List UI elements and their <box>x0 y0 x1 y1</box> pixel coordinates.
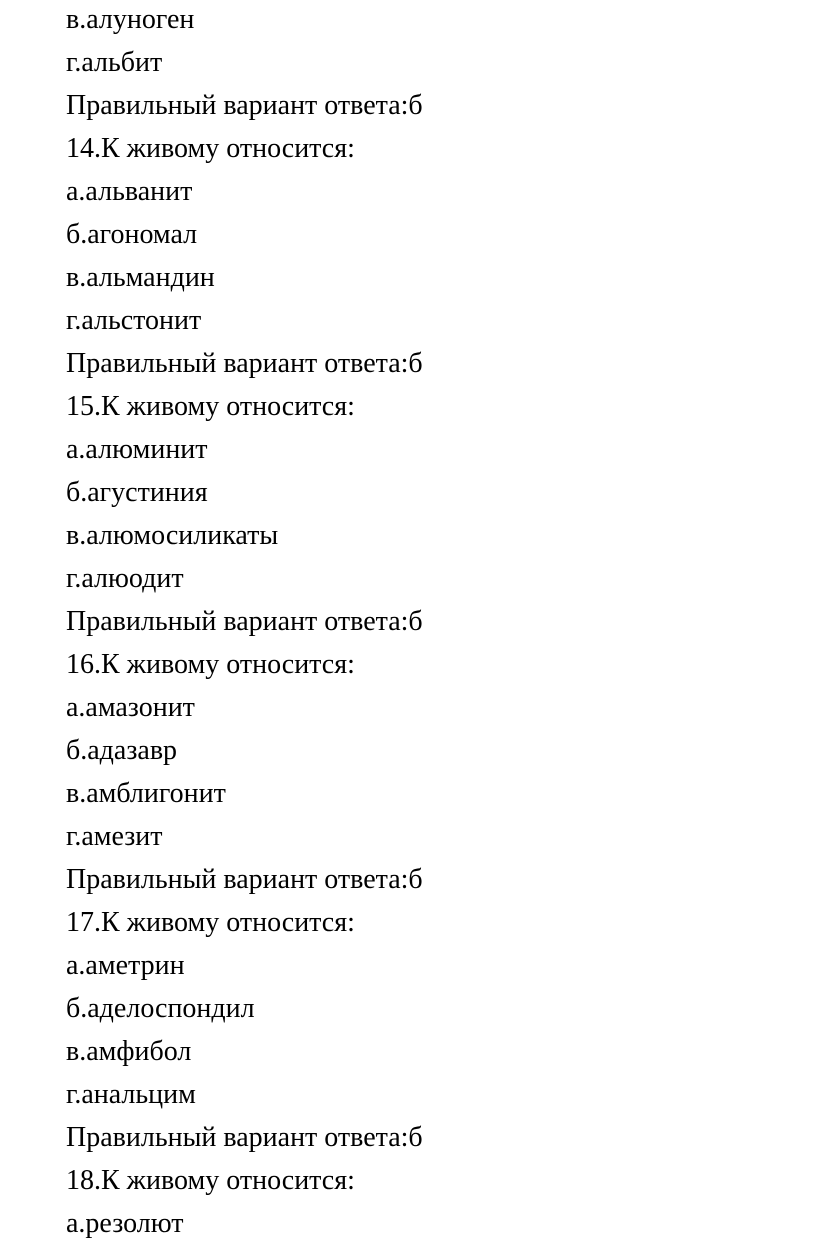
option-line: г.алюодит <box>66 563 184 594</box>
option-line: б.аделоспондил <box>66 993 255 1024</box>
option-line: а.амазонит <box>66 692 195 723</box>
option-line: б.адазавр <box>66 735 178 766</box>
question-title: 17.К живому относится: <box>66 907 355 938</box>
option-line: г.анальцим <box>66 1079 196 1110</box>
option-line: в.алуноген <box>66 4 195 35</box>
option-line: а.аметрин <box>66 950 185 981</box>
option-line: в.алюмосиликаты <box>66 520 279 551</box>
option-line: б.агономал <box>66 219 198 250</box>
answer-line: Правильный вариант ответа:б <box>66 348 423 379</box>
question-title: 18.К живому относится: <box>66 1165 355 1196</box>
answer-line: Правильный вариант ответа:б <box>66 864 423 895</box>
option-line: г.амезит <box>66 821 163 852</box>
question-title: 14.К живому относится: <box>66 133 355 164</box>
option-line: в.амфибол <box>66 1036 192 1067</box>
question-title: 16.К живому относится: <box>66 649 355 680</box>
answer-line: Правильный вариант ответа:б <box>66 1122 423 1153</box>
answer-line: Правильный вариант ответа:б <box>66 90 423 121</box>
option-line: а.резолют <box>66 1208 184 1239</box>
option-line: г.альстонит <box>66 305 202 336</box>
option-line: б.агустиния <box>66 477 208 508</box>
option-line: а.алюминит <box>66 434 208 465</box>
option-line: г.альбит <box>66 47 163 78</box>
option-line: в.альмандин <box>66 262 215 293</box>
option-line: в.амблигонит <box>66 778 226 809</box>
answer-line: Правильный вариант ответа:б <box>66 606 423 637</box>
document-page <box>66 0 806 1245</box>
question-title: 15.К живому относится: <box>66 391 355 422</box>
option-line: а.альванит <box>66 176 193 207</box>
